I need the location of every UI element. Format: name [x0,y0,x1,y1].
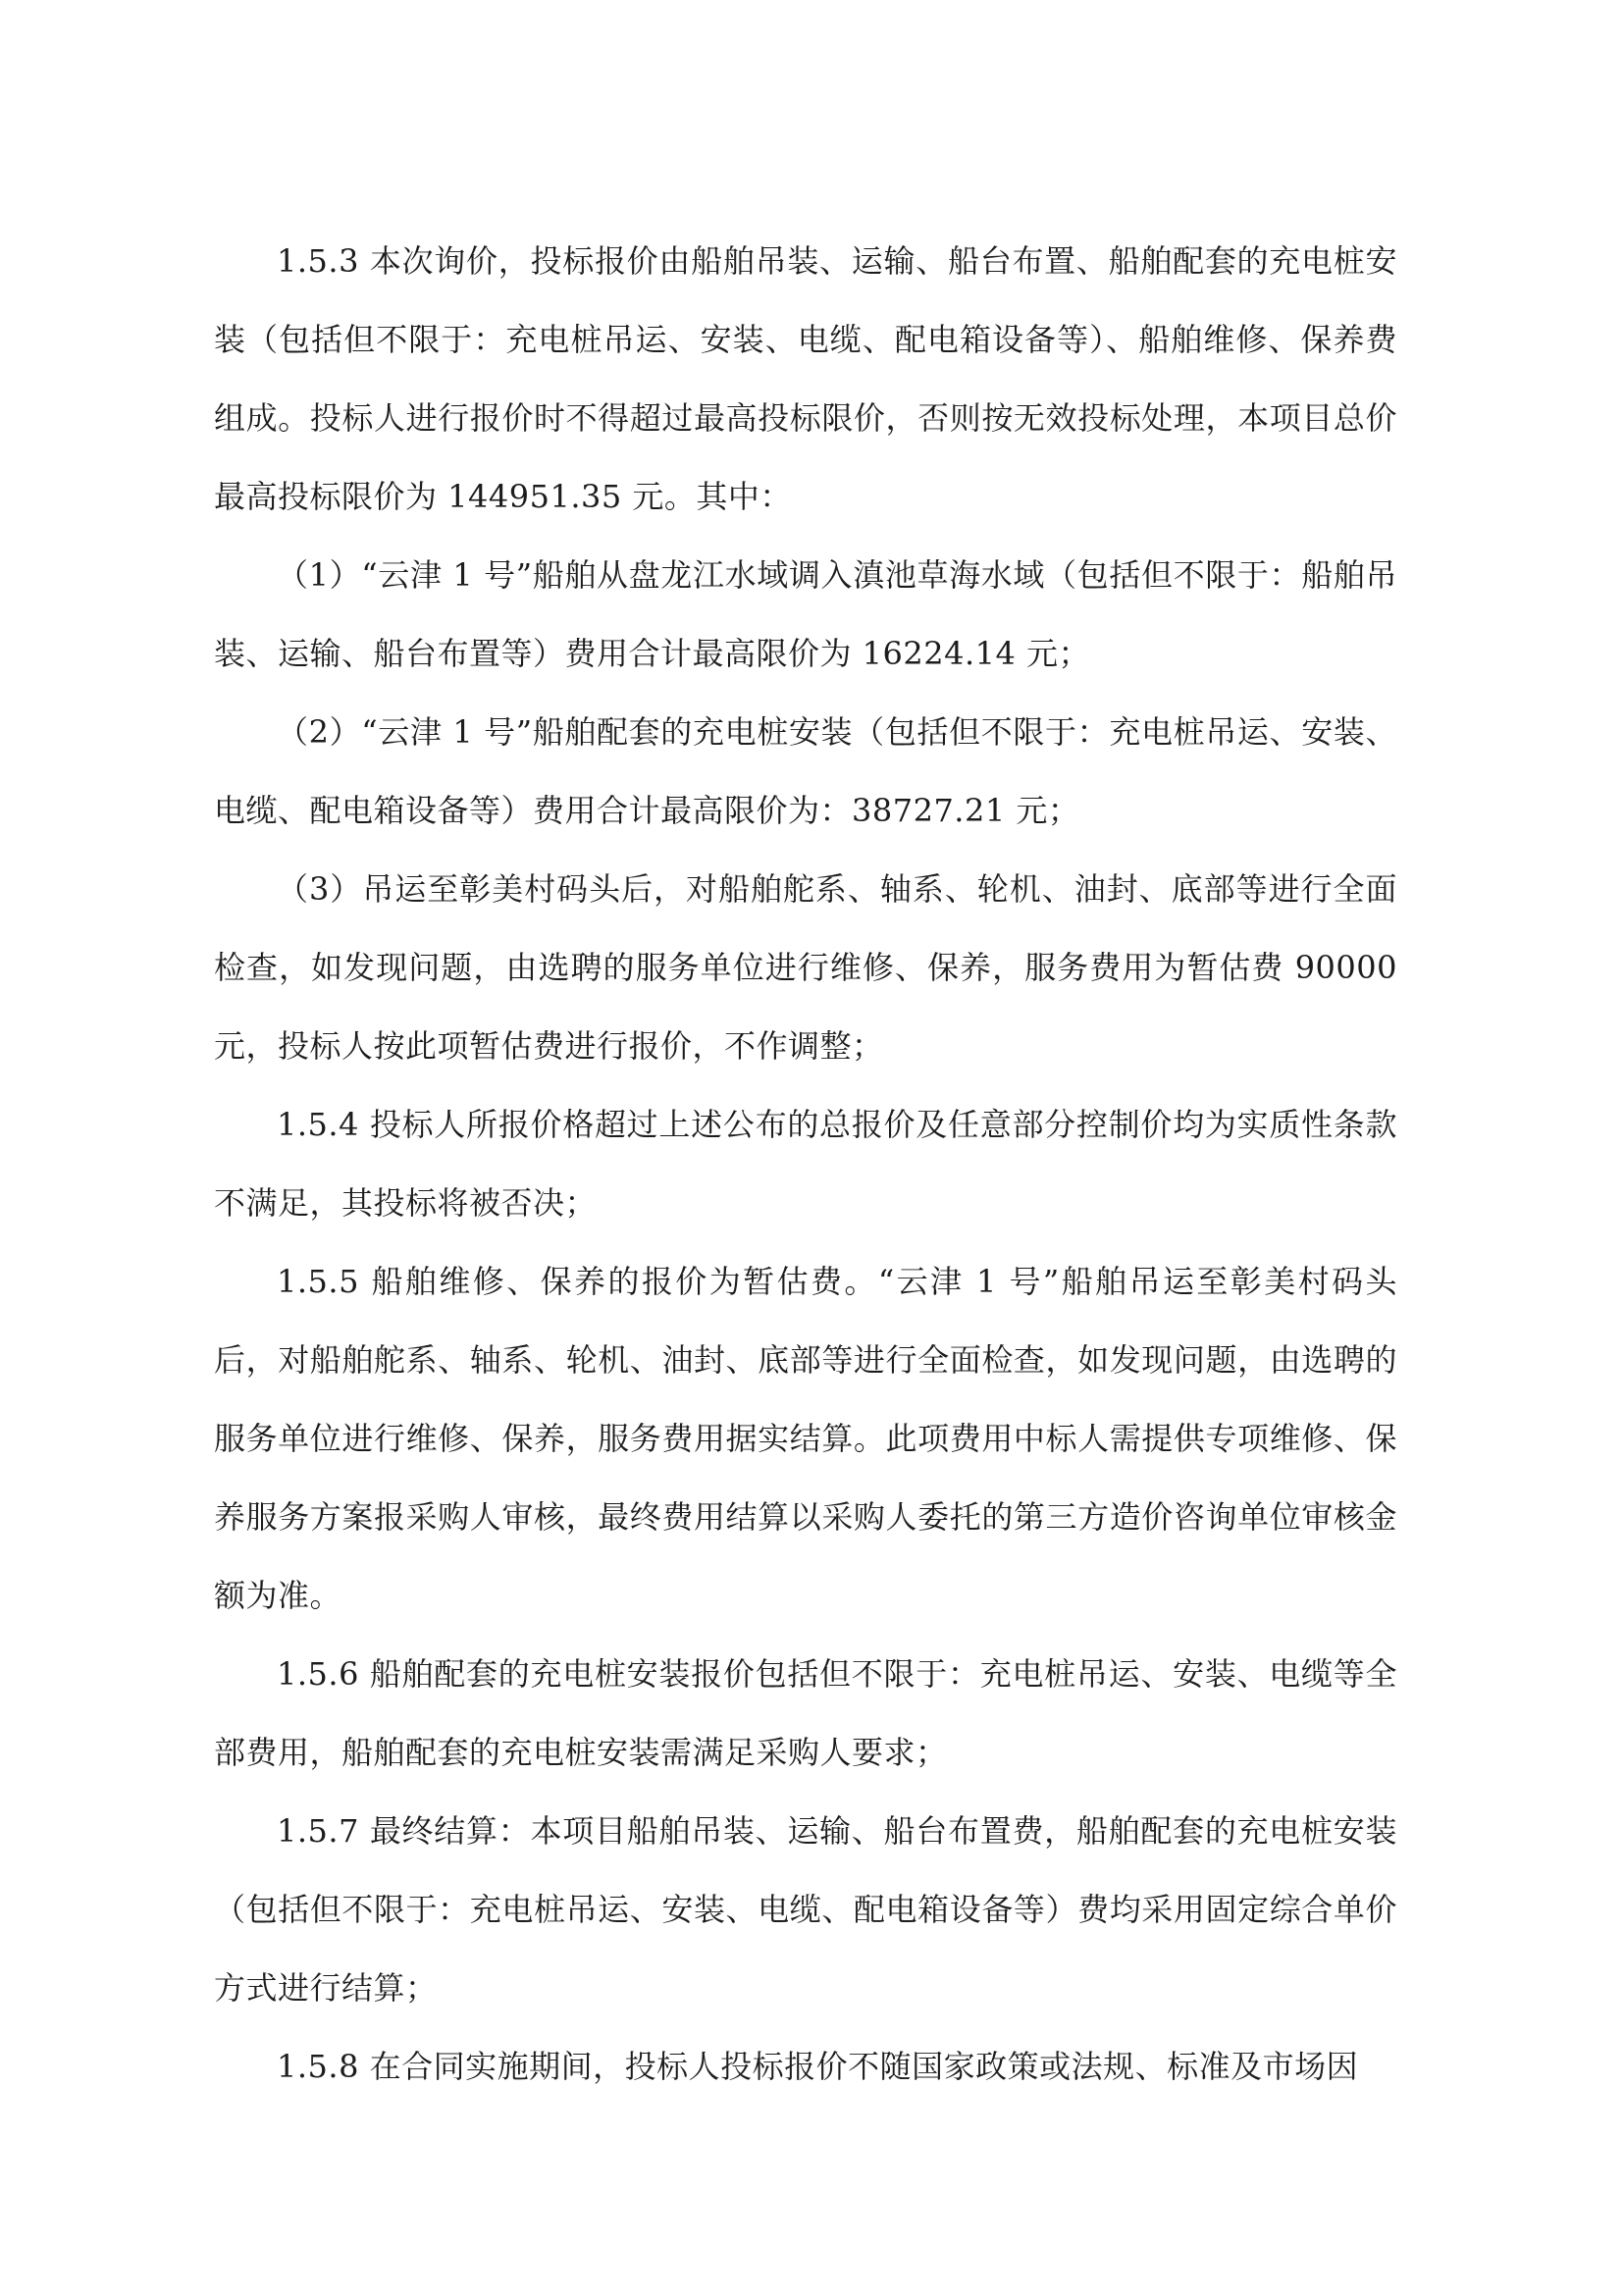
paragraph-item-2: （2）“云津 1 号”船舶配套的充电桩安装（包括但不限于：充电桩吊运、安装、电缆、配电箱设备等）费用合计最高限价为：38727.21 元； [214,713,1397,829]
paragraph-item-1: （1）“云津 1 号”船舶从盘龙江水域调入滇池草海水域（包括但不限于：船舶吊装、运输、船台布置等）费用合计最高限价为 16224.14 元； [214,556,1397,672]
paragraph-1-5-5: 1.5.5 船舶维修、保养的报价为暂估费。“云津 1 号”船舶吊运至彰美村码头后，对船舶舵系、轴系、轮机、油封、底部等进行全面检查，如发现问题，由选聘的服务单位进行维修、保养，服务费用据实结算。此项费用中标人需提供专项维修、保养服务方案报采购人审核，最终费用结算以采购人委托的第三方造价咨询单位审核金额为准。 [214,1263,1397,1614]
paragraph-1-5-4: 1.5.4 投标人所报价格超过上述公布的总报价及任意部分控制价均为实质性条款不满足，其投标将被否决； [214,1106,1397,1222]
paragraph-1-5-3: 1.5.3 本次询价，投标报价由船舶吊装、运输、船台布置、船舶配套的充电桩安装（包括但不限于：充电桩吊运、安装、电缆、配电箱设备等）、船舶维修、保养费组成。投标人进行报价时不得超过最高投标限价，否则按无效投标处理，本项目总价最高投标限价为 144951.35 元。其中： [214,242,1397,515]
paragraph-1-5-6: 1.5.6 船舶配套的充电桩安装报价包括但不限于：充电桩吊运、安装、电缆等全部费用，船舶配套的充电桩安装需满足采购人要求； [214,1655,1397,1771]
paragraph-1-5-8: 1.5.8 在合同实施期间，投标人投标报价不随国家政策或法规、标准及市场因 [277,2048,1359,2085]
paragraph-1-5-7: 1.5.7 最终结算：本项目船舶吊装、运输、船台布置费，船舶配套的充电桩安装（包括但不限于：充电桩吊运、安装、电缆、配电箱设备等）费均采用固定综合单价方式进行结算； [214,1812,1397,2007]
document-body [214,222,1397,2106]
paragraph-item-3: （3）吊运至彰美村码头后，对船舶舵系、轴系、轮机、油封、底部等进行全面检查，如发现问题，由选聘的服务单位进行维修、保养，服务费用为暂估费 90000 元，投标人按此项暂估费进行报价，不作调整； [214,870,1397,1065]
